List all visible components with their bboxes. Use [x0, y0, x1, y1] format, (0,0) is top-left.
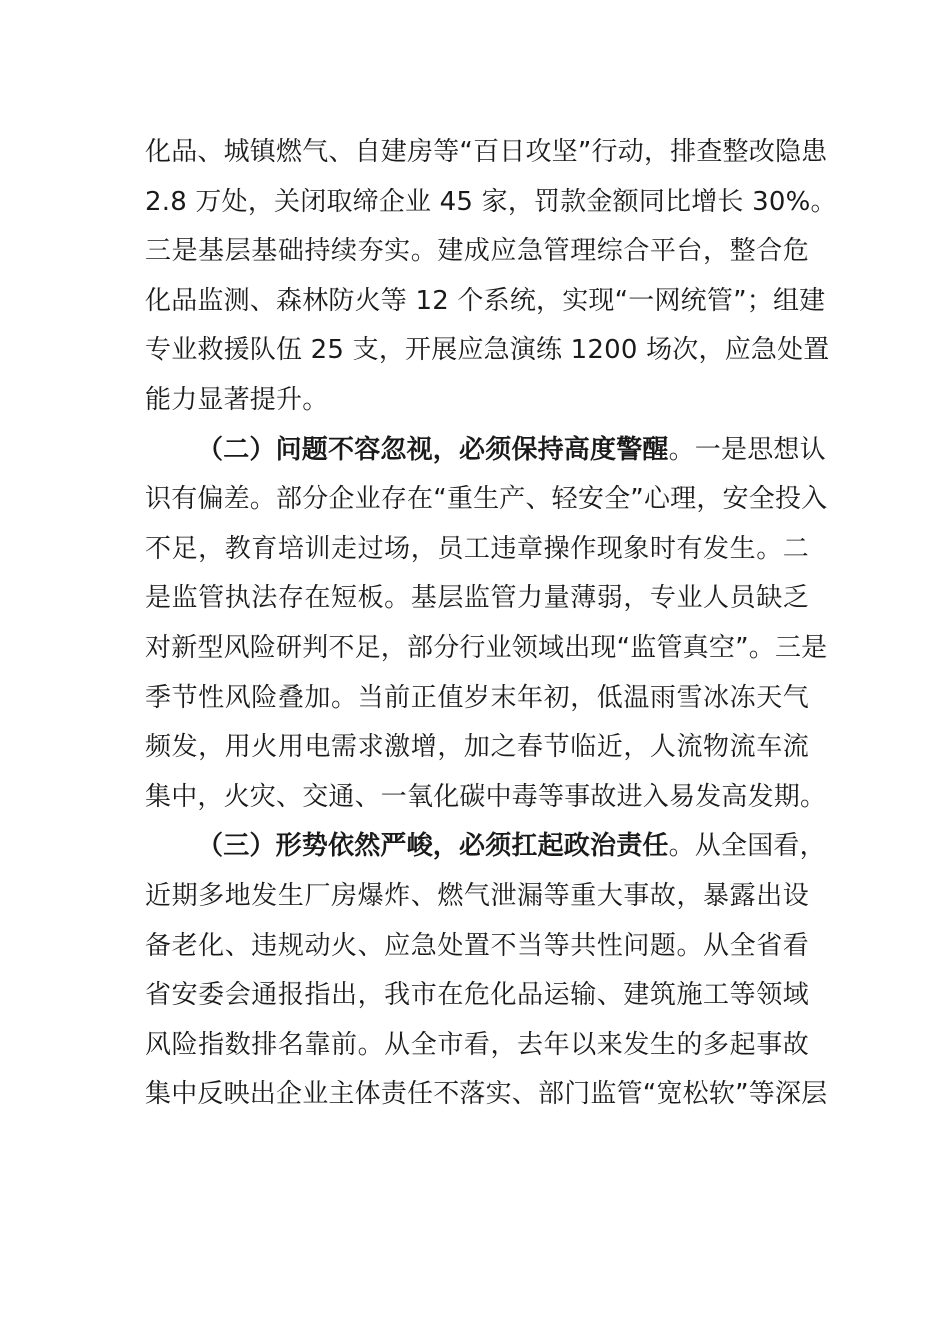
paragraph-3-line-5: 风险指数排名靠前。从全市看，去年以来发生的多起事故	[145, 1029, 809, 1060]
paragraph-1-line-6: 能力显著提升。	[145, 384, 329, 415]
paragraph-1-line-5: 专业救援队伍 25 支，开展应急演练 1200 场次，应急处置	[145, 335, 830, 366]
paragraph-2-first-line-rest: 。一是思想认	[668, 434, 826, 465]
paragraph-3-line-6: 集中反映出企业主体责任不落实、部门监管“宽松软”等深层	[145, 1079, 828, 1110]
paragraph-2-line-2: 识有偏差。部分企业存在“重生产、轻安全”心理，安全投入	[145, 484, 828, 515]
paragraph-1-line-4: 化品监测、森林防火等 12 个系统，实现“一网统管”；组建	[145, 285, 826, 316]
paragraph-1-line-1: 化品、城镇燃气、自建房等“百日攻坚”行动，排查整改隐患	[145, 137, 828, 167]
paragraph-3-line-2: 近期多地发生厂房爆炸、燃气泄漏等重大事故，暴露出设	[145, 880, 809, 911]
paragraph-2-line-5: 对新型风险研判不足，部分行业领域出现“监管真空”。三是	[145, 632, 828, 663]
paragraph-3-line-3: 备老化、违规动火、应急处置不当等共性问题。从全省看	[145, 930, 809, 961]
paragraph-3-first-line-rest: 。从全国看，	[668, 831, 826, 862]
paragraph-2-line-8: 集中，火灾、交通、一氧化碳中毒等事故进入易发高发期。	[145, 781, 827, 812]
paragraph-1-line-3: 三是基层基础持续夯实。建成应急管理综合平台，整合危	[145, 236, 809, 267]
paragraph-3-line-4: 省安委会通报指出，我市在危化品运输、建筑施工等领域	[145, 980, 809, 1011]
paragraph-2-line-3: 不足，教育培训走过场，员工违章操作现象时有发生。二	[145, 533, 809, 564]
section-heading-3: （三）形势依然严峻，必须扛起政治责任	[197, 831, 669, 862]
paragraph-2-line-4: 是监管执法存在短板。基层监管力量薄弱，专业人员缺乏	[145, 583, 809, 614]
paragraph-2-first-line	[145, 426, 826, 476]
paragraph-2-line-7: 频发，用火用电需求激增，加之春节临近，人流物流车流	[145, 732, 809, 763]
section-heading-2: （二）问题不容忽视，必须保持高度警醒	[197, 434, 669, 465]
paragraph-2-line-6: 季节性风险叠加。当前正值岁末年初，低温雨雪冰冻天气	[145, 682, 809, 713]
document-body	[145, 128, 837, 1120]
paragraph-3-first-line	[145, 822, 826, 872]
paragraph-1-line-2: 2.8 万处，关闭取缔企业 45 家，罚款金额同比增长 30%。	[145, 186, 837, 217]
